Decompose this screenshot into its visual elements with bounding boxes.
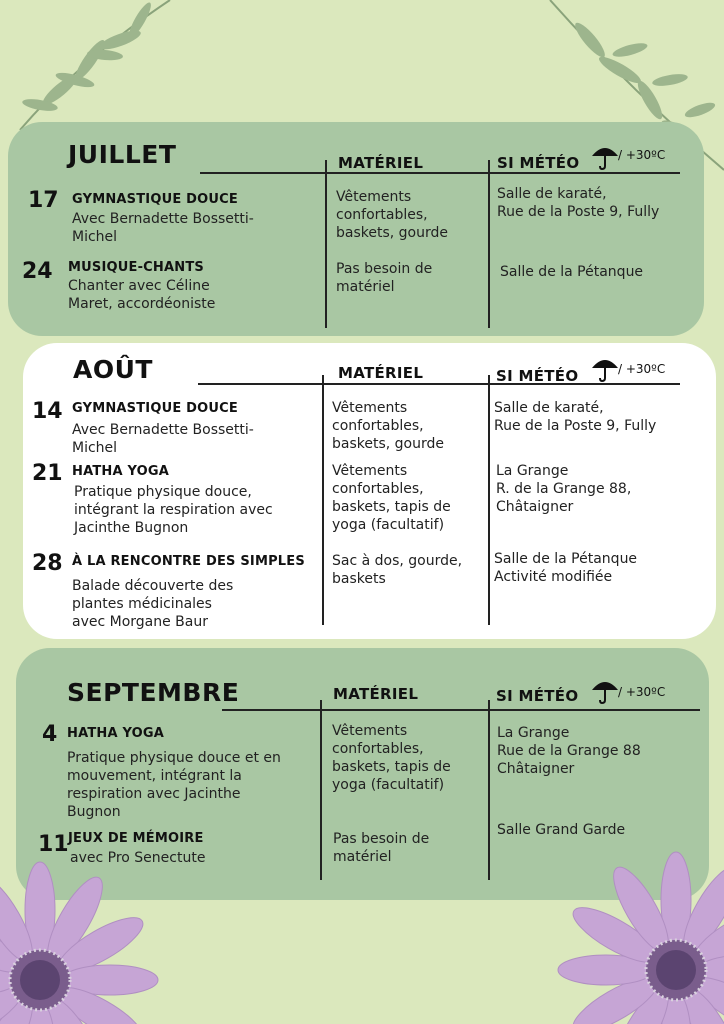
header-rule: [222, 709, 700, 711]
activity-title: HATHA YOGA: [67, 726, 164, 741]
temperature-label: / +30ºC: [618, 148, 666, 162]
materiel-cell: Vêtements confortables, baskets, tapis de yoga (facultatif): [332, 463, 451, 533]
column-divider: [488, 375, 490, 625]
umbrella-icon: [590, 354, 620, 382]
activity-title: À LA RENCONTRE DES SIMPLES: [72, 554, 305, 569]
meteo-cell: Salle Grand Garde: [497, 822, 626, 838]
column-divider: [322, 375, 324, 625]
month-title-aout: AOÛT: [73, 355, 153, 384]
column-divider: [325, 160, 327, 328]
materiel-cell: Vêtements confortables, baskets, gourde: [336, 189, 448, 241]
activity-description: Balade découverte des plantes médicinales avec Morgane Baur: [72, 578, 234, 630]
activity-description: avec Pro Senectute: [70, 850, 206, 866]
meteo-cell: La Grange Rue de la Grange 88 Châtaigner: [497, 725, 641, 777]
activity-title: GYMNASTIQUE DOUCE: [72, 401, 238, 416]
activity-description: Pratique physique douce, intégrant la respiration avec Jacinthe Bugnon: [74, 484, 273, 536]
column-divider: [488, 160, 490, 328]
header-meteo: SI MÉTÉO: [496, 367, 579, 385]
activity-title: GYMNASTIQUE DOUCE: [72, 192, 238, 207]
day-number: 4: [42, 722, 58, 747]
header-materiel: MATÉRIEL: [338, 154, 424, 172]
activity-description: Avec Bernadette Bossetti- Michel: [72, 422, 254, 456]
header-materiel: MATÉRIEL: [333, 685, 419, 703]
daisy-flower-decoration-right: [544, 830, 724, 1024]
materiel-cell: Pas besoin de matériel: [336, 261, 433, 295]
meteo-cell: Salle de la Pétanque: [500, 264, 644, 280]
meteo-cell: Salle de karaté, Rue de la Poste 9, Fully: [497, 186, 660, 220]
day-number: 24: [22, 259, 53, 284]
activity-title: HATHA YOGA: [72, 464, 169, 479]
temperature-label: / +30ºC: [618, 362, 666, 376]
umbrella-icon: [590, 676, 620, 704]
materiel-cell: Pas besoin de matériel: [333, 831, 430, 865]
header-meteo: SI MÉTÉO: [497, 154, 580, 172]
month-title-septembre: SEPTEMBRE: [67, 678, 240, 707]
umbrella-icon: [590, 142, 620, 170]
header-rule: [198, 383, 680, 385]
meteo-cell: La Grange R. de la Grange 88, Châtaigner: [496, 463, 632, 515]
header-rule: [200, 172, 680, 174]
month-title-juillet: JUILLET: [68, 140, 177, 169]
day-number: 21: [32, 461, 63, 486]
materiel-cell: Vêtements confortables, baskets, gourde: [332, 400, 444, 452]
materiel-cell: Sac à dos, gourde, baskets: [332, 553, 463, 587]
activity-description: Chanter avec Céline Maret, accordéoniste: [68, 278, 216, 312]
header-meteo: SI MÉTÉO: [496, 687, 579, 705]
header-materiel: MATÉRIEL: [338, 364, 424, 382]
meteo-cell: Salle de la Pétanque Activité modifiée: [494, 551, 638, 585]
meteo-cell: Salle de karaté, Rue de la Poste 9, Fully: [494, 400, 657, 434]
leaf-branch-decoration-left: [0, 0, 200, 140]
column-divider: [488, 700, 490, 880]
activity-title: MUSIQUE-CHANTS: [68, 260, 204, 275]
materiel-cell: Vêtements confortables, baskets, tapis de yoga (facultatif): [332, 723, 451, 793]
column-divider: [320, 700, 322, 880]
day-number: 11: [38, 832, 69, 857]
day-number: 28: [32, 551, 63, 576]
activity-description: Pratique physique douce et en mouvement, intégrant la respiration avec Jacinthe Bugnon: [67, 750, 281, 820]
day-number: 17: [28, 188, 59, 213]
day-number: 14: [32, 399, 63, 424]
temperature-label: / +30ºC: [618, 685, 666, 699]
activity-description: Avec Bernadette Bossetti- Michel: [72, 211, 254, 245]
activity-title: JEUX DE MÉMOIRE: [68, 831, 204, 846]
daisy-flower-decoration-left: [0, 840, 180, 1024]
